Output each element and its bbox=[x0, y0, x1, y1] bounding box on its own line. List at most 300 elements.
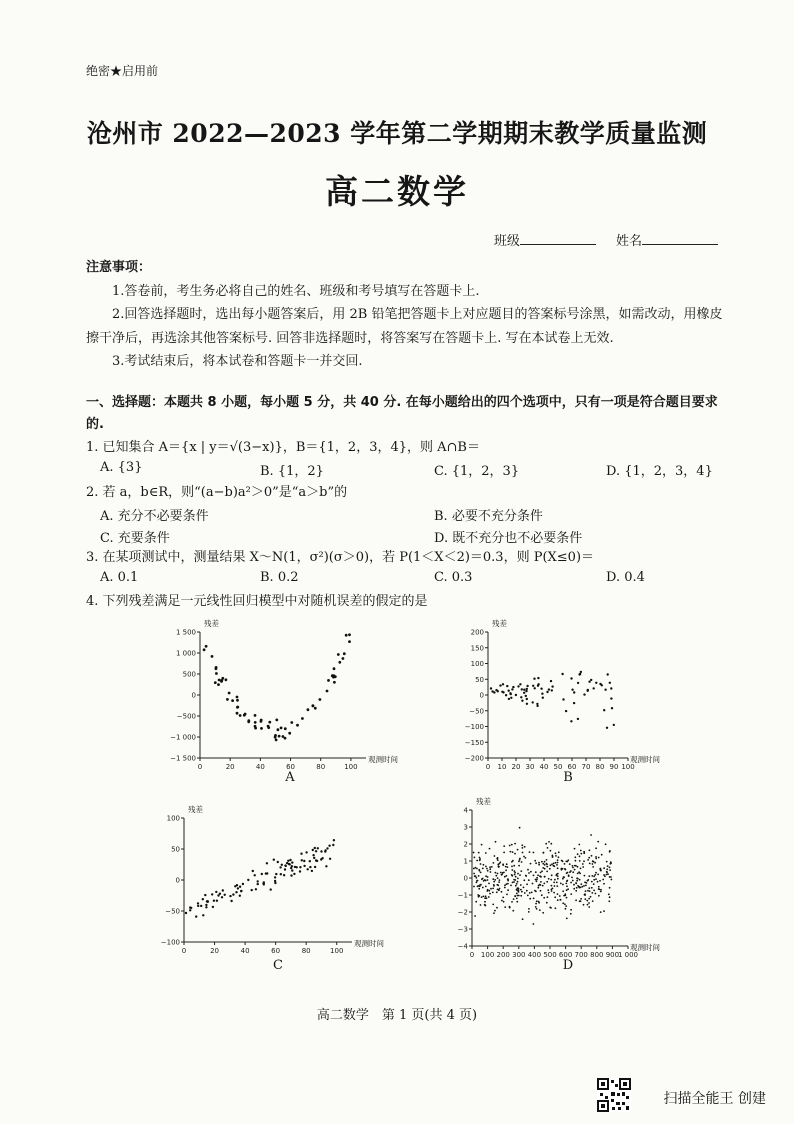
data-point bbox=[603, 883, 605, 885]
data-point bbox=[520, 884, 522, 886]
data-point bbox=[593, 890, 595, 892]
data-point bbox=[497, 873, 499, 875]
data-point bbox=[494, 910, 496, 912]
y-tick-label: 2 bbox=[463, 840, 468, 849]
data-point bbox=[286, 862, 288, 864]
data-point bbox=[261, 873, 263, 875]
data-point bbox=[519, 683, 521, 685]
data-point bbox=[606, 727, 608, 729]
data-point bbox=[593, 883, 595, 885]
data-point bbox=[547, 889, 549, 891]
data-point bbox=[303, 865, 305, 867]
data-point bbox=[478, 896, 480, 898]
data-point bbox=[521, 844, 523, 846]
data-point bbox=[213, 900, 215, 902]
data-point bbox=[590, 834, 592, 836]
exam-title: 沧州市 2022—2023 学年第二学期期末教学质量监测 bbox=[86, 119, 708, 148]
data-point bbox=[508, 690, 510, 692]
data-point bbox=[521, 688, 523, 690]
data-point bbox=[320, 850, 322, 852]
data-point bbox=[202, 898, 204, 900]
data-point bbox=[523, 692, 525, 694]
x-tick-label: 40 bbox=[539, 763, 549, 771]
data-point bbox=[294, 866, 296, 868]
data-point bbox=[217, 683, 220, 686]
data-point bbox=[525, 875, 527, 877]
data-point bbox=[478, 875, 480, 877]
data-point bbox=[559, 899, 561, 901]
data-point bbox=[236, 712, 239, 715]
data-point bbox=[274, 880, 276, 882]
data-point bbox=[550, 843, 552, 845]
y-tick-label: 0 bbox=[479, 691, 484, 700]
data-point bbox=[231, 699, 234, 702]
data-point bbox=[490, 687, 492, 689]
y-tick-label: −4 bbox=[457, 942, 468, 951]
data-point bbox=[497, 864, 499, 866]
data-point bbox=[565, 710, 567, 712]
data-point bbox=[609, 851, 611, 853]
data-point bbox=[237, 887, 239, 889]
data-point bbox=[235, 891, 237, 893]
data-point bbox=[311, 870, 313, 872]
data-point bbox=[526, 685, 528, 687]
data-point bbox=[595, 893, 597, 895]
data-point bbox=[504, 887, 506, 889]
data-point bbox=[314, 707, 317, 710]
data-point bbox=[595, 847, 597, 849]
data-point bbox=[588, 857, 590, 859]
data-point bbox=[570, 882, 572, 884]
data-point bbox=[480, 872, 482, 874]
data-point bbox=[598, 857, 600, 859]
data-point bbox=[564, 893, 566, 895]
data-point bbox=[547, 896, 549, 898]
data-point bbox=[499, 879, 501, 881]
data-point bbox=[275, 873, 277, 875]
y-tick-label: 3 bbox=[463, 823, 468, 832]
x-tick-label: 50 bbox=[553, 763, 563, 771]
data-point bbox=[551, 890, 553, 892]
data-point bbox=[565, 908, 567, 910]
data-point bbox=[555, 907, 557, 909]
data-point bbox=[543, 852, 545, 854]
data-point bbox=[609, 682, 611, 684]
data-point bbox=[595, 682, 597, 684]
residual-plot-c bbox=[160, 805, 384, 972]
data-point bbox=[218, 679, 221, 682]
data-point bbox=[207, 900, 209, 902]
data-point bbox=[205, 906, 207, 908]
data-point bbox=[517, 873, 519, 875]
data-point bbox=[498, 881, 500, 883]
data-point bbox=[195, 915, 197, 917]
data-point bbox=[588, 906, 590, 908]
x-axis-label: 观测时间 bbox=[630, 755, 660, 764]
data-point bbox=[526, 698, 528, 700]
data-point bbox=[591, 881, 593, 883]
data-point bbox=[571, 689, 573, 691]
data-point bbox=[496, 891, 498, 893]
note-item: 3.考试结束后，将本试卷和答题卡一并交回. bbox=[112, 354, 363, 369]
data-point bbox=[557, 859, 559, 861]
data-point bbox=[504, 876, 506, 878]
data-point bbox=[586, 900, 588, 902]
x-tick-label: 10 bbox=[497, 763, 507, 771]
data-point bbox=[603, 867, 605, 869]
data-point bbox=[566, 918, 568, 920]
data-point bbox=[606, 871, 608, 873]
data-point bbox=[507, 866, 509, 868]
data-point bbox=[592, 866, 594, 868]
data-point bbox=[498, 865, 500, 867]
x-tick-label: 60 bbox=[567, 763, 577, 771]
scanner-watermark: 扫描全能王 创建 bbox=[663, 1091, 766, 1107]
data-point bbox=[485, 905, 487, 907]
section-heading: 一、选择题：本题共 8 小题，每小题 5 分，共 40 分. 在每小题给出的四个选项中，只有一项是符合题目要求的. bbox=[86, 395, 718, 432]
data-point bbox=[537, 683, 539, 685]
data-point bbox=[602, 879, 604, 881]
data-point bbox=[515, 885, 517, 887]
data-point bbox=[583, 904, 585, 906]
data-point bbox=[587, 904, 589, 906]
y-tick-label: −150 bbox=[464, 738, 484, 747]
data-point bbox=[491, 866, 493, 868]
question-1-option-a: A. {3} bbox=[100, 460, 143, 475]
data-point bbox=[583, 885, 585, 887]
data-point bbox=[528, 911, 530, 913]
data-point bbox=[570, 870, 572, 872]
data-point bbox=[595, 878, 597, 880]
data-point bbox=[540, 872, 542, 874]
data-point bbox=[514, 895, 516, 897]
data-point bbox=[528, 879, 530, 881]
data-point bbox=[551, 874, 553, 876]
data-point bbox=[598, 886, 600, 888]
data-point bbox=[576, 877, 578, 879]
data-point bbox=[542, 885, 544, 887]
data-point bbox=[524, 892, 526, 894]
data-point bbox=[275, 739, 278, 742]
data-point bbox=[473, 873, 475, 875]
data-point bbox=[329, 858, 331, 860]
data-point bbox=[592, 860, 594, 862]
data-point bbox=[267, 725, 270, 728]
note-item: 1.答卷前，考生务必将自己的姓名、班级和考号填写在答题卡上. bbox=[112, 283, 480, 299]
data-point bbox=[333, 839, 335, 841]
data-point bbox=[539, 884, 541, 886]
data-point bbox=[523, 879, 525, 881]
data-point bbox=[533, 852, 535, 854]
data-point bbox=[543, 883, 545, 885]
question-2-option-d: D. 既不充分也不必要条件 bbox=[434, 531, 583, 546]
data-point bbox=[338, 661, 341, 664]
data-point bbox=[317, 847, 319, 849]
data-point bbox=[546, 881, 548, 883]
data-point bbox=[599, 869, 601, 871]
data-point bbox=[293, 873, 295, 875]
data-point bbox=[601, 854, 603, 856]
data-point bbox=[598, 895, 600, 897]
data-point bbox=[282, 735, 285, 738]
data-point bbox=[274, 876, 276, 878]
y-tick-label: 4 bbox=[463, 806, 468, 815]
data-point bbox=[523, 689, 525, 691]
data-point bbox=[270, 888, 272, 890]
data-point bbox=[205, 904, 207, 906]
data-point bbox=[476, 880, 478, 882]
data-point bbox=[593, 876, 595, 878]
data-point bbox=[494, 879, 496, 881]
data-point bbox=[605, 843, 607, 845]
data-point bbox=[496, 884, 498, 886]
data-point bbox=[545, 843, 547, 845]
data-point bbox=[548, 878, 550, 880]
y-tick-label: 500 bbox=[182, 670, 196, 679]
data-point bbox=[516, 898, 518, 900]
data-point bbox=[481, 896, 483, 898]
data-point bbox=[296, 724, 299, 727]
data-point bbox=[485, 866, 487, 868]
data-point bbox=[610, 687, 612, 689]
data-point bbox=[544, 868, 546, 870]
data-point bbox=[251, 889, 253, 891]
data-point bbox=[541, 894, 543, 896]
data-point bbox=[309, 860, 311, 862]
data-point bbox=[212, 906, 214, 908]
data-point bbox=[493, 912, 495, 914]
data-point bbox=[564, 903, 566, 905]
data-point bbox=[551, 685, 553, 687]
data-point bbox=[520, 889, 522, 891]
data-point bbox=[506, 875, 508, 877]
data-point bbox=[493, 881, 495, 883]
data-point bbox=[595, 872, 597, 874]
data-point bbox=[583, 860, 585, 862]
data-point bbox=[480, 904, 482, 906]
data-point bbox=[503, 852, 505, 854]
data-point bbox=[579, 855, 581, 857]
data-point bbox=[243, 714, 246, 717]
data-point bbox=[260, 727, 263, 730]
data-point bbox=[574, 869, 576, 871]
data-point bbox=[507, 879, 509, 881]
data-point bbox=[278, 735, 281, 738]
data-point bbox=[524, 846, 526, 848]
data-point bbox=[509, 845, 511, 847]
data-point bbox=[527, 869, 529, 871]
data-point bbox=[474, 857, 476, 859]
data-point bbox=[563, 876, 565, 878]
data-point bbox=[254, 721, 257, 724]
data-point bbox=[252, 870, 254, 872]
data-point bbox=[576, 887, 578, 889]
data-point bbox=[584, 894, 586, 896]
data-point bbox=[484, 901, 486, 903]
data-point bbox=[595, 858, 597, 860]
x-tick-label: 90 bbox=[609, 763, 619, 771]
data-point bbox=[550, 879, 552, 881]
data-point bbox=[521, 861, 523, 863]
data-point bbox=[489, 866, 491, 868]
data-point bbox=[578, 887, 580, 889]
x-tick-label: 20 bbox=[511, 763, 521, 771]
data-point bbox=[202, 914, 204, 916]
data-point bbox=[606, 874, 608, 876]
data-point bbox=[501, 891, 503, 893]
data-point bbox=[510, 885, 512, 887]
data-point bbox=[224, 894, 226, 896]
data-point bbox=[542, 863, 544, 865]
data-point bbox=[327, 679, 330, 682]
data-point bbox=[498, 889, 500, 891]
x-tick-label: 80 bbox=[595, 763, 605, 771]
data-point bbox=[277, 728, 280, 731]
data-point bbox=[319, 698, 322, 701]
y-tick-label: −3 bbox=[457, 925, 468, 934]
data-point bbox=[603, 709, 605, 711]
data-point bbox=[608, 893, 610, 895]
data-point bbox=[590, 679, 592, 681]
data-point bbox=[197, 905, 199, 907]
data-point bbox=[536, 900, 538, 902]
question-1-option-d: D. {1，2，3，4} bbox=[606, 464, 713, 479]
data-point bbox=[572, 871, 574, 873]
data-point bbox=[483, 880, 485, 882]
data-point bbox=[546, 866, 548, 868]
data-point bbox=[552, 888, 554, 890]
data-point bbox=[548, 892, 550, 894]
data-point bbox=[534, 687, 536, 689]
data-point bbox=[565, 869, 567, 871]
data-point bbox=[485, 880, 487, 882]
data-point bbox=[200, 905, 202, 907]
data-point bbox=[587, 879, 589, 881]
data-point bbox=[580, 850, 582, 852]
plot-label-b: B bbox=[563, 770, 573, 785]
data-point bbox=[530, 863, 532, 865]
data-point bbox=[609, 867, 611, 869]
data-point bbox=[314, 847, 316, 849]
data-point bbox=[588, 902, 590, 904]
data-point bbox=[588, 875, 590, 877]
data-point bbox=[575, 890, 577, 892]
data-point bbox=[591, 855, 593, 857]
data-point bbox=[307, 708, 310, 711]
data-point bbox=[555, 852, 557, 854]
data-point bbox=[548, 688, 550, 690]
data-point bbox=[473, 852, 475, 854]
data-point bbox=[570, 913, 572, 915]
y-tick-label: 50 bbox=[171, 845, 180, 854]
data-point bbox=[284, 727, 287, 730]
data-point bbox=[509, 692, 511, 694]
data-point bbox=[478, 888, 480, 890]
data-point bbox=[497, 877, 499, 879]
data-point bbox=[558, 851, 560, 853]
data-point bbox=[504, 884, 506, 886]
data-point bbox=[497, 857, 499, 859]
data-point bbox=[517, 881, 519, 883]
data-point bbox=[532, 701, 534, 703]
data-point bbox=[221, 896, 223, 898]
data-point bbox=[540, 876, 542, 878]
y-tick-label: 50 bbox=[475, 675, 484, 684]
data-point bbox=[320, 858, 322, 860]
data-point bbox=[571, 877, 573, 879]
data-point bbox=[495, 872, 497, 874]
data-point bbox=[582, 866, 584, 868]
x-axis-label: 观测时间 bbox=[630, 943, 660, 952]
data-point bbox=[482, 868, 484, 870]
x-tick-label: 200 bbox=[496, 951, 510, 959]
data-point bbox=[535, 862, 537, 864]
data-point bbox=[503, 901, 505, 903]
data-point bbox=[530, 871, 532, 873]
data-point bbox=[217, 894, 219, 896]
data-point bbox=[553, 865, 555, 867]
data-point bbox=[494, 855, 496, 857]
y-tick-label: −500 bbox=[176, 712, 196, 721]
data-point bbox=[566, 885, 568, 887]
name-blank bbox=[642, 232, 718, 245]
data-point bbox=[511, 875, 513, 877]
data-point bbox=[485, 886, 487, 888]
data-point bbox=[603, 910, 605, 912]
data-point bbox=[512, 860, 514, 862]
data-point bbox=[211, 655, 214, 658]
y-axis-label: 残差 bbox=[188, 805, 203, 814]
data-point bbox=[197, 902, 199, 904]
data-point bbox=[559, 895, 561, 897]
data-point bbox=[589, 863, 591, 865]
secret-mark: 绝密★启用前 bbox=[86, 64, 159, 78]
data-point bbox=[307, 868, 309, 870]
data-point bbox=[303, 860, 305, 862]
data-point bbox=[513, 865, 515, 867]
data-point bbox=[517, 849, 519, 851]
data-point bbox=[521, 891, 523, 893]
y-tick-label: 1 000 bbox=[175, 649, 196, 658]
data-point bbox=[581, 886, 583, 888]
data-point bbox=[333, 681, 336, 684]
x-tick-label: 100 bbox=[480, 951, 495, 959]
data-point bbox=[525, 690, 527, 692]
data-point bbox=[580, 898, 582, 900]
data-point bbox=[528, 872, 530, 874]
data-point bbox=[475, 875, 477, 877]
data-point bbox=[492, 888, 494, 890]
data-point bbox=[189, 909, 191, 911]
data-point bbox=[600, 911, 602, 913]
data-point bbox=[541, 693, 543, 695]
data-point bbox=[506, 894, 508, 896]
data-point bbox=[579, 879, 581, 881]
data-point bbox=[590, 896, 592, 898]
data-point bbox=[580, 671, 582, 673]
data-point bbox=[584, 898, 586, 900]
data-point bbox=[491, 690, 493, 692]
data-point bbox=[607, 673, 609, 675]
data-point bbox=[570, 677, 572, 679]
data-point bbox=[313, 857, 315, 859]
data-point bbox=[556, 885, 558, 887]
name-label: 姓名 bbox=[615, 234, 642, 249]
data-point bbox=[332, 844, 334, 846]
x-tick-label: 100 bbox=[344, 763, 358, 771]
question-2-option-b: B. 必要不充分条件 bbox=[434, 509, 543, 524]
data-point bbox=[476, 868, 478, 870]
